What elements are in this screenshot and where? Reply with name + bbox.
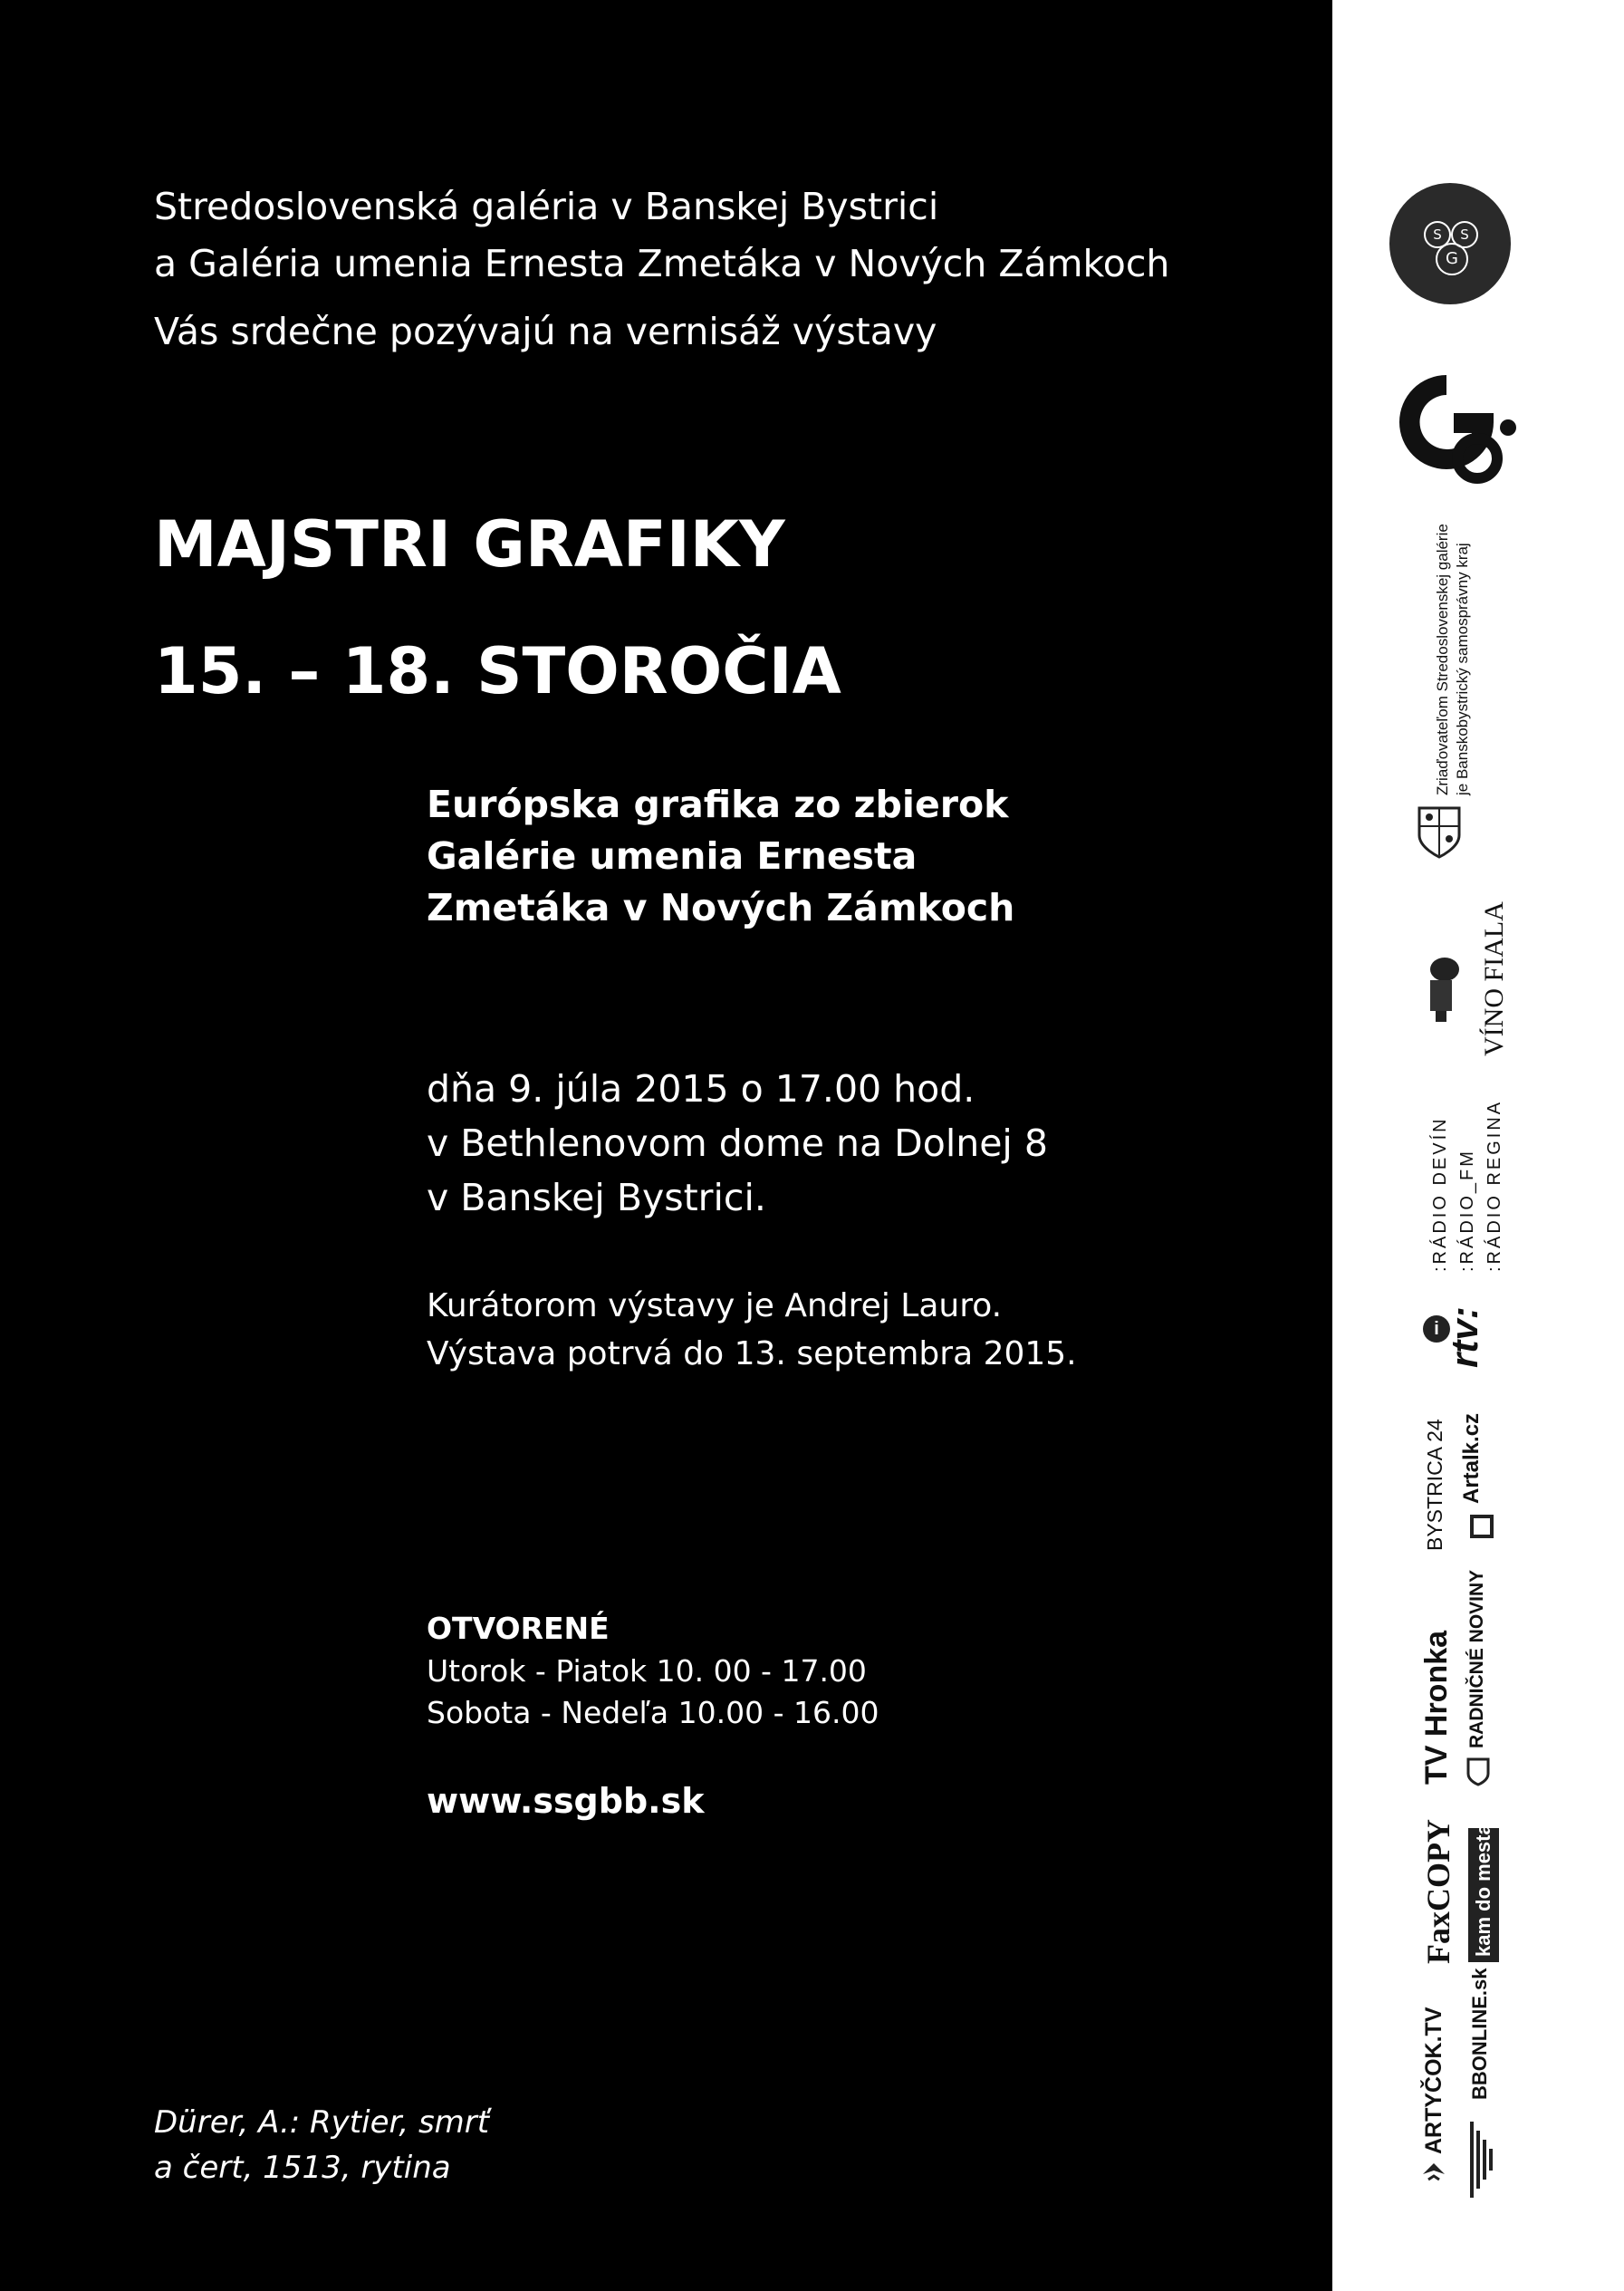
curator-line: Kurátorom výstavy je Andrej Lauro. xyxy=(427,1287,1003,1324)
intro-line-2: a Galéria umenia Ernesta Zmetáka v Nových Zámkoch xyxy=(154,242,1170,285)
exhibition-subtitle-3: Zmetáka v Nových Zámkoch xyxy=(427,886,1015,929)
radio-devin-logo: :RÁDIO DEVÍN xyxy=(1430,1116,1450,1272)
artalk-logo: Artalk.cz xyxy=(1459,1412,1484,1504)
intro-line-1: Stredoslovenská galéria v Banskej Bystrici xyxy=(154,185,939,228)
ssg-logo xyxy=(1389,183,1511,304)
exhibition-title: MAJSTRI GRAFIKY xyxy=(154,507,785,582)
artwork-caption-2: a čert, 1513, rytina xyxy=(154,2150,451,2186)
vino-fiala-logo: VÍNO FIALA xyxy=(1479,901,1509,1056)
artalk-square-icon xyxy=(1470,1515,1494,1538)
bbonline-bars-icon xyxy=(1468,2122,1494,2198)
artycok-bird-icon xyxy=(1421,2160,1446,2187)
exhibition-subtitle-1: Európska grafika zo zbierok xyxy=(427,783,1009,826)
bystrica24-logo: BYSTRICA 24 xyxy=(1423,1419,1446,1551)
website-link[interactable]: www.ssgbb.sk xyxy=(427,1781,705,1821)
radnicne-noviny-logo: RADNIČNÉ NOVINY xyxy=(1466,1569,1487,1748)
vino-fiala-emblem xyxy=(1419,953,1465,1025)
radio-fm-logo: :RÁDIO_FM xyxy=(1457,1149,1477,1272)
founder-text-2: je Banskobystrický samosprávny kraj xyxy=(1454,543,1471,795)
info-icon: i xyxy=(1423,1315,1450,1343)
opening-hours-weekdays: Utorok - Piatok 10. 00 - 17.00 xyxy=(427,1653,867,1689)
tv-hronka-logo: TV Hronka xyxy=(1419,1630,1454,1785)
artwork-caption-1: Dürer, A.: Rytier, smrť xyxy=(154,2104,490,2141)
exhibition-period: 15. – 18. STOROČIA xyxy=(154,634,841,708)
galeria-g-logo xyxy=(1389,364,1521,489)
opening-date: dňa 9. júla 2015 o 17.00 hod. xyxy=(427,1067,975,1111)
ssg-letter-s1: S xyxy=(1424,221,1451,248)
opening-place-1: v Bethlenovom dome na Dolnej 8 xyxy=(427,1121,1048,1165)
coat-of-arms-icon xyxy=(1416,804,1463,861)
sponsor-logos xyxy=(1332,0,1624,2291)
opening-place-2: v Banskej Bystrici. xyxy=(427,1176,766,1219)
faxcopy-logo: FaxCOPY xyxy=(1420,1819,1456,1964)
founder-text-1: Zriaďovateľom Stredoslovenskej galérie xyxy=(1434,524,1451,795)
radio-regina-logo: :RÁDIO REGINA xyxy=(1485,1099,1504,1272)
exhibition-subtitle-2: Galérie umenia Ernesta xyxy=(427,834,918,878)
intro-line-3: Vás srdečne pozývajú na vernisáž výstavy xyxy=(154,310,937,353)
opening-hours-heading: OTVORENÉ xyxy=(427,1611,610,1646)
bbonline-logo: BBONLINE.sk xyxy=(1468,1968,1491,2100)
ssg-letter-s2: S xyxy=(1451,221,1478,248)
ssg-letter-g: G xyxy=(1436,243,1468,275)
opening-hours-weekend: Sobota - Nedeľa 10.00 - 16.00 xyxy=(427,1695,879,1730)
duration-line: Výstava potrvá do 13. septembra 2015. xyxy=(427,1335,1077,1372)
kam-do-mesta-logo: kam do mesta xyxy=(1472,1824,1494,1957)
rtv-logo: rtv: xyxy=(1443,1306,1485,1368)
artycok-tv-logo: ARTYČOK.TV xyxy=(1421,2007,1446,2154)
radnicne-crest-icon xyxy=(1466,1757,1490,1786)
